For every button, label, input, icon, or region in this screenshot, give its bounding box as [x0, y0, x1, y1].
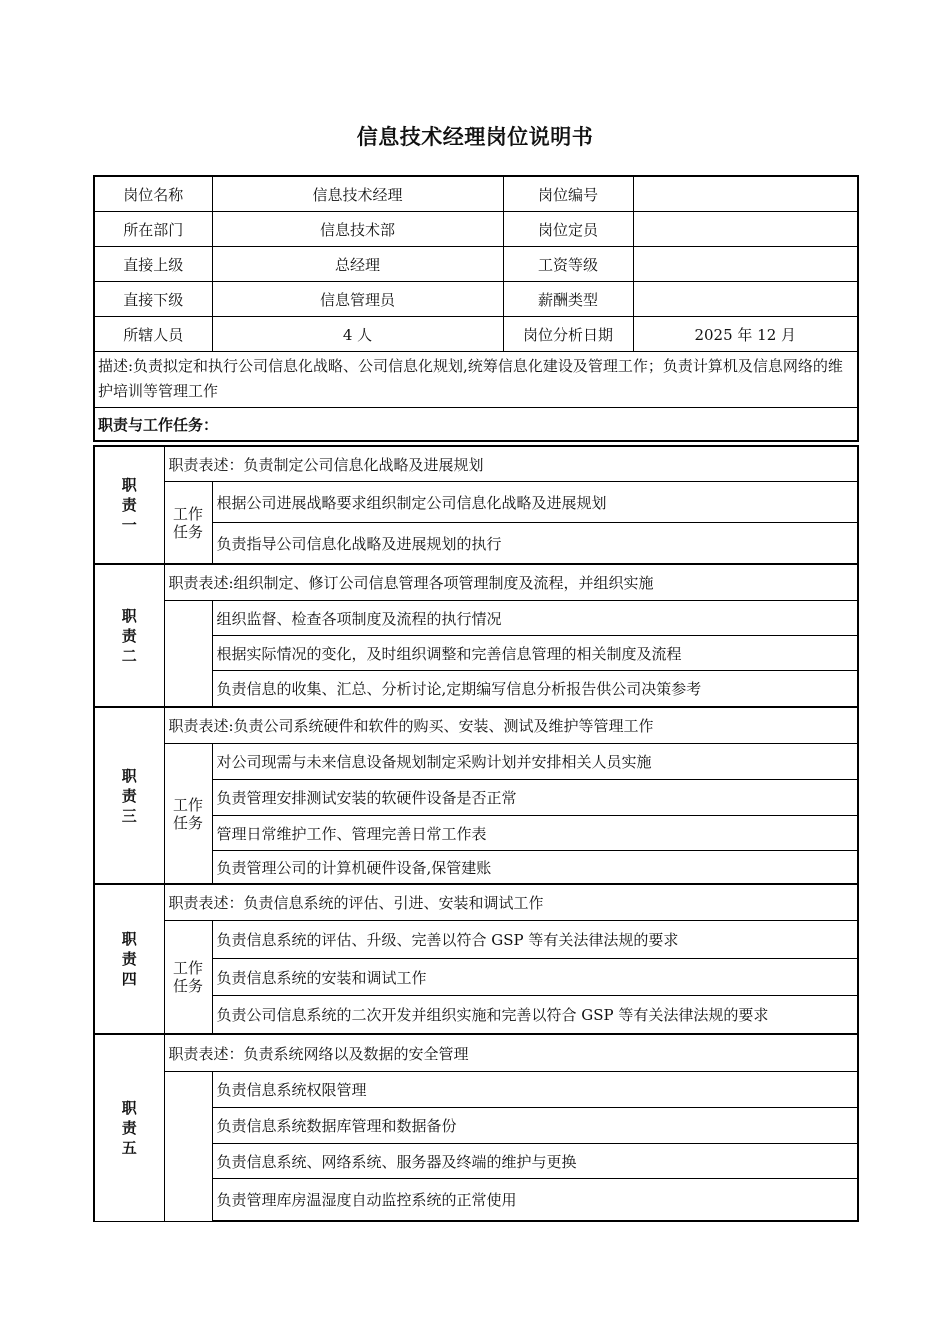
info-value — [633, 176, 858, 212]
task-item: 负责公司信息系统的二次开发并组织实施和完善以符合 GSP 等有关法律法规的要求 — [212, 996, 858, 1035]
info-value: 4 人 — [212, 317, 503, 352]
work-task-label-line: 工作 — [172, 795, 203, 814]
task-item: 负责信息的收集、汇总、分析讨论,定期编写信息分析报告供公司决策参考 — [212, 671, 858, 708]
duty-statement-row — [94, 884, 858, 921]
work-task-label — [164, 921, 212, 1035]
info-label: 岗位编号 — [503, 176, 633, 212]
task-item: 根据公司进展战略要求组织制定公司信息化战略及进展规划 — [212, 482, 858, 523]
task-row — [94, 921, 858, 959]
duty-statement: 职责表述：负责信息系统的评估、引进、安装和调试工作 — [164, 884, 858, 921]
info-label: 岗位定员 — [503, 212, 633, 247]
info-label: 薪酬类型 — [503, 282, 633, 317]
task-item: 负责管理库房温湿度自动监控系统的正常使用 — [212, 1179, 858, 1222]
task-item: 对公司现需与未来信息设备规划制定采购计划并安排相关人员实施 — [212, 744, 858, 780]
info-value: 总经理 — [212, 247, 503, 282]
duty-label-char: 职 — [121, 930, 137, 948]
task-item: 负责信息系统数据库管理和数据备份 — [212, 1108, 858, 1144]
work-task-label-line: 任务 — [172, 522, 203, 541]
description-row — [94, 352, 858, 408]
info-value: 2025 年 12 月 — [633, 317, 858, 352]
duty-label-char: 职 — [121, 606, 137, 625]
task-item: 负责管理安排测试安装的软硬件设备是否正常 — [212, 780, 858, 816]
info-label: 工资等级 — [503, 247, 633, 282]
task-item: 负责信息系统的评估、升级、完善以符合 GSP 等有关法律法规的要求 — [212, 921, 858, 959]
task-row — [94, 601, 858, 636]
info-value — [633, 212, 858, 247]
duty-label — [94, 564, 164, 707]
task-item: 负责信息系统、网络系统、服务器及终端的维护与更换 — [212, 1144, 858, 1179]
duty-label-char: 责 — [121, 786, 137, 805]
info-label: 所辖人员 — [94, 317, 212, 352]
duty-label-char: 三 — [121, 806, 137, 825]
task-row — [94, 1072, 858, 1108]
info-row — [94, 176, 858, 212]
duty-statement-row — [94, 446, 858, 482]
info-row — [94, 317, 858, 352]
info-row — [94, 282, 858, 317]
info-value — [633, 282, 858, 317]
info-row — [94, 247, 858, 282]
duties-header: 职责与工作任务： — [94, 408, 858, 442]
task-item: 组织监督、检查各项制度及流程的执行情况 — [212, 601, 858, 636]
info-value: 信息技术经理 — [212, 176, 503, 212]
duty-label-char: 责 — [121, 950, 137, 968]
duties-table — [93, 445, 859, 1222]
duty-label-char: 四 — [121, 970, 137, 988]
duty-statement: 职责表述:负责公司系统硬件和软件的购买、安装、测试及维护等管理工作 — [164, 707, 858, 744]
duty-label-char: 职 — [121, 1098, 137, 1117]
duty-statement-row — [94, 1034, 858, 1072]
duty-label — [94, 446, 164, 564]
work-task-label-line: 任务 — [172, 813, 203, 832]
work-task-label-line: 任务 — [172, 977, 203, 995]
task-item: 负责管理公司的计算机硬件设备,保管建账 — [212, 851, 858, 885]
duty-label-char: 五 — [121, 1138, 137, 1157]
info-label: 直接下级 — [94, 282, 212, 317]
duty-label-char: 责 — [121, 496, 137, 514]
work-task-label — [164, 601, 212, 708]
duty-statement: 职责表述:组织制定、修订公司信息管理各项管理制度及流程，并组织实施 — [164, 564, 858, 601]
info-value: 信息技术部 — [212, 212, 503, 247]
duty-label-char: 责 — [121, 1118, 137, 1137]
duty-statement: 职责表述：负责制定公司信息化战略及进展规划 — [164, 446, 858, 482]
duty-label-char: 责 — [121, 626, 137, 645]
task-item: 管理日常维护工作、管理完善日常工作表 — [212, 816, 858, 851]
duty-label-char: 二 — [121, 646, 137, 665]
info-label: 所在部门 — [94, 212, 212, 247]
duty-label-char: 一 — [121, 516, 137, 534]
task-row — [94, 482, 858, 523]
job-description: 描述:负责拟定和执行公司信息化战略、公司信息化规划,统筹信息化建设及管理工作；负责计算机及信息网络的维护培训等管理工作 — [94, 352, 858, 408]
page-title: 信息技术经理岗位说明书 — [356, 125, 594, 149]
duty-statement-row — [94, 564, 858, 601]
work-task-label — [164, 1072, 212, 1222]
info-label: 岗位分析日期 — [503, 317, 633, 352]
work-task-label — [164, 482, 212, 565]
task-item: 负责信息系统权限管理 — [212, 1072, 858, 1108]
task-item: 负责指导公司信息化战略及进展规划的执行 — [212, 523, 858, 565]
info-value — [633, 247, 858, 282]
duty-label-char: 职 — [121, 766, 137, 785]
duty-statement: 职责表述：负责系统网络以及数据的安全管理 — [164, 1034, 858, 1072]
job-info-table — [93, 175, 859, 442]
task-item: 根据实际情况的变化，及时组织调整和完善信息管理的相关制度及流程 — [212, 636, 858, 671]
work-task-label-line: 工作 — [172, 959, 203, 977]
duty-label — [94, 1034, 164, 1221]
info-label: 直接上级 — [94, 247, 212, 282]
duty-label-char: 职 — [121, 476, 137, 494]
work-task-label — [164, 744, 212, 885]
duty-label — [94, 707, 164, 884]
task-row — [94, 744, 858, 780]
duty-statement-row — [94, 707, 858, 744]
duties-header-row — [94, 408, 858, 442]
info-row — [94, 212, 858, 247]
work-task-label-line: 工作 — [172, 504, 203, 523]
task-item: 负责信息系统的安装和调试工作 — [212, 959, 858, 996]
info-value: 信息管理员 — [212, 282, 503, 317]
duty-label — [94, 884, 164, 1034]
info-label: 岗位名称 — [94, 176, 212, 212]
